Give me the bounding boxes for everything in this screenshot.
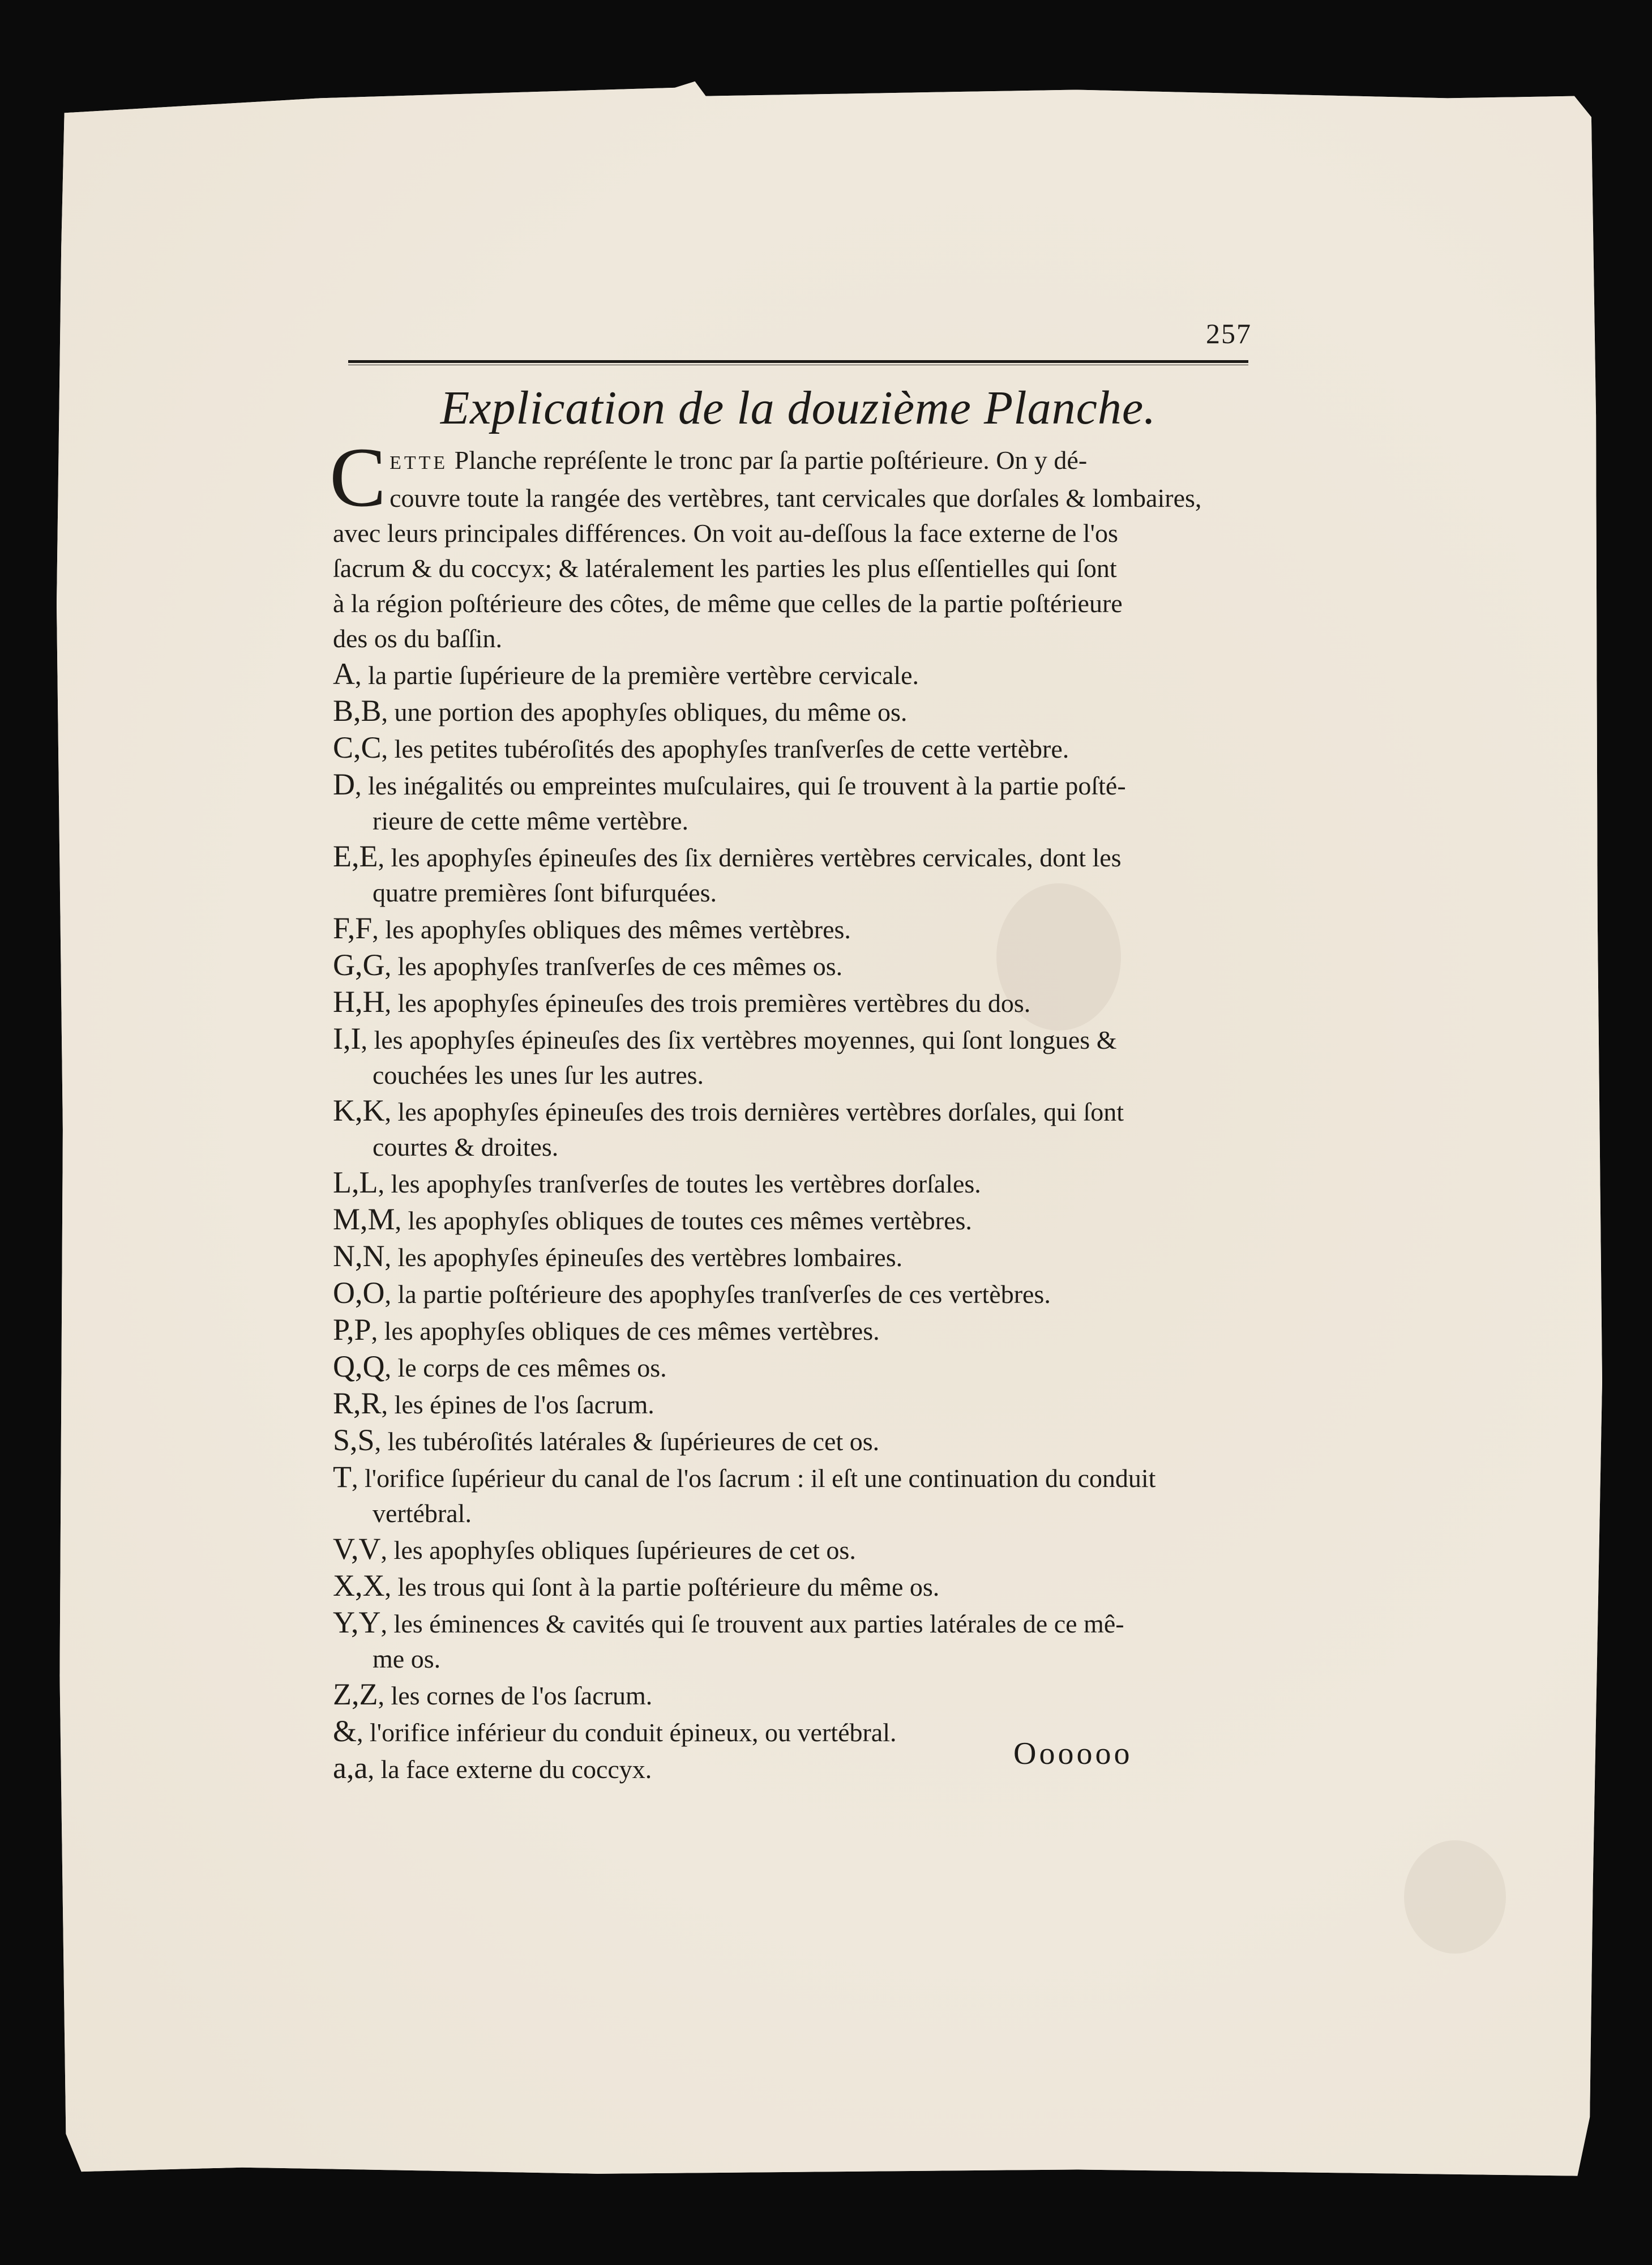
legend-entry: [333, 1349, 1256, 1386]
legend-letter: F,F: [333, 911, 373, 945]
legend-text: , la partie poſtérieure des apophyſes tranſverſes de ces vertèbres.: [384, 1280, 1051, 1309]
legend-letter: &: [333, 1714, 357, 1748]
legend-entry: [333, 839, 1256, 911]
legend-letter: S,S: [333, 1423, 375, 1457]
legend-letter: H,H: [333, 985, 385, 1019]
legend-text: , les petites tubéroſités des apophyſes tranſverſes de cette vertèbre.: [381, 734, 1069, 763]
legend-letter: N,N: [333, 1239, 385, 1273]
legend-entry: [333, 1531, 1256, 1568]
legend-letter: E,E: [333, 839, 378, 873]
legend-text: , les inégalités ou empreintes muſculaires, qui ſe trouvent à la partie poſté- rieure de cette même vertèbre.: [355, 771, 1126, 835]
legend-entry: [333, 1459, 1256, 1531]
legend-entry: [333, 1165, 1256, 1202]
legend-text: , les apophyſes tranſverſes de toutes les vertèbres dorſales.: [378, 1169, 981, 1198]
legend-letter: Q,Q: [333, 1349, 385, 1383]
legend-text: , les apophyſes épineuſes des vertèbres lombaires.: [384, 1243, 903, 1272]
legend-entry: [333, 693, 1256, 730]
legend-text: , les apophyſes épineuſes des trois dernières vertèbres dorſales, qui ſont courtes & droites.: [373, 1097, 1124, 1161]
legend-letter: P,P: [333, 1313, 371, 1347]
legend-entry: [333, 1312, 1256, 1349]
legend-text: , les apophyſes épineuſes des trois premières vertèbres du dos.: [384, 989, 1031, 1018]
legend-letter: T: [333, 1460, 352, 1494]
legend-entry: [333, 730, 1256, 767]
legend-entry: [333, 1093, 1256, 1165]
legend-text: , les cornes de l'os ſacrum.: [378, 1681, 653, 1710]
legend-entry: [333, 1238, 1256, 1275]
legend-text: , les apophyſes obliques ſupérieures de cet os.: [380, 1536, 856, 1565]
legend-letter: D: [333, 767, 355, 801]
legend-entry: [333, 1386, 1256, 1422]
legend-letter: a,a: [333, 1751, 368, 1785]
colophon-ornament: Oooooo: [1013, 1736, 1133, 1771]
legend-entry: [333, 1422, 1256, 1459]
legend-letter: V,V: [333, 1532, 381, 1566]
legend-entry: [333, 947, 1256, 984]
legend-letter: G,G: [333, 948, 385, 982]
legend-text: , les apophyſes épineuſes des ſix vertèbres moyennes, qui ſont longues & couchées les unes ſur les autres.: [361, 1025, 1117, 1089]
legend-text: , le corps de ces mêmes os.: [384, 1353, 667, 1382]
legend-text: , l'orifice ſupérieur du canal de l'os ſacrum : il eſt une continuation du conduit vertébral.: [352, 1464, 1156, 1528]
legend-letter: X,X: [333, 1569, 385, 1602]
legend-letter: L,L: [333, 1165, 378, 1199]
legend-text: , les tubéroſités latérales & ſupérieures de cet os.: [374, 1427, 880, 1456]
legend-letter: M,M: [333, 1202, 395, 1236]
legend-letter: I,I: [333, 1022, 361, 1055]
legend-entry: [333, 1202, 1256, 1238]
legend-text: , les éminences & cavités qui ſe trouvent aux parties latérales de ce mê- me os.: [373, 1609, 1124, 1673]
legend-letter: Z,Z: [333, 1677, 378, 1711]
legend-text: , la face externe du coccyx.: [367, 1755, 652, 1784]
legend-letter: B,B: [333, 694, 382, 728]
legend-text: , une portion des apophyſes obliques, du même os.: [381, 698, 908, 726]
legend-entry: [333, 656, 1256, 693]
page-number: 257: [1206, 318, 1252, 349]
page-title: Explication de la douzième Planche.: [440, 382, 1157, 434]
legend-text: , l'orifice inférieur du conduit épineux, ou vertébral.: [357, 1718, 897, 1747]
legend-text: , les apophyſes épineuſes des ſix dernières vertèbres cervicales, dont les quatre premières ſont bifurquées.: [373, 843, 1122, 907]
legend-text: , les apophyſes tranſverſes de ces mêmes os.: [384, 952, 843, 981]
legend-letter: K,K: [333, 1093, 385, 1127]
legend-entry: [333, 1568, 1256, 1605]
legend-entry: [333, 984, 1256, 1021]
legend-letter: A: [333, 657, 355, 691]
intro-smallcaps: ETTE: [390, 452, 448, 473]
legend-entry: [333, 767, 1256, 839]
legend-entry: [333, 1021, 1256, 1093]
legend-entry: [333, 1605, 1256, 1677]
legend-entry: [333, 1677, 1256, 1713]
legend-text: , les trous qui ſont à la partie poſtérieure du même os.: [384, 1572, 940, 1601]
intro-text: Planche repréſente le tronc par ſa partie poſtérieure. On y dé- couvre toute la rangée des vertèbres, tant cervicales que dorſales & lombaires, avec leurs principales différences. On voit au-deſſous la face externe de l'os ſacrum & du coccyx; & latéralement les parties les plus eſſentielles qui ſont à la région poſtérieure des côtes, de même que celles de la partie poſtérieure des os du baſſin.: [333, 446, 1202, 653]
legend-list: [333, 656, 1256, 1787]
legend-letter: Y,Y: [333, 1605, 381, 1639]
legend-text: , les apophyſes obliques des mêmes vertèbres.: [372, 915, 851, 944]
legend-letter: R,R: [333, 1386, 382, 1420]
intro-paragraph: [329, 430, 1256, 656]
legend-text: , les apophyſes obliques de toutes ces mêmes vertèbres.: [395, 1206, 972, 1235]
paper-stain: [1404, 1840, 1506, 1954]
legend-text: , la partie ſupérieure de la première vertèbre cervicale.: [355, 661, 919, 690]
legend-letter: O,O: [333, 1276, 385, 1310]
legend-entry: [333, 1275, 1256, 1312]
legend-text: , les épines de l'os ſacrum.: [381, 1390, 654, 1419]
legend-text: , les apophyſes obliques de ces mêmes vertèbres.: [371, 1317, 880, 1345]
drop-cap: C: [329, 430, 387, 524]
text-body: [329, 430, 1256, 1787]
header-rule: [348, 360, 1248, 363]
legend-letter: C,C: [333, 730, 382, 764]
legend-entry: [333, 911, 1256, 947]
